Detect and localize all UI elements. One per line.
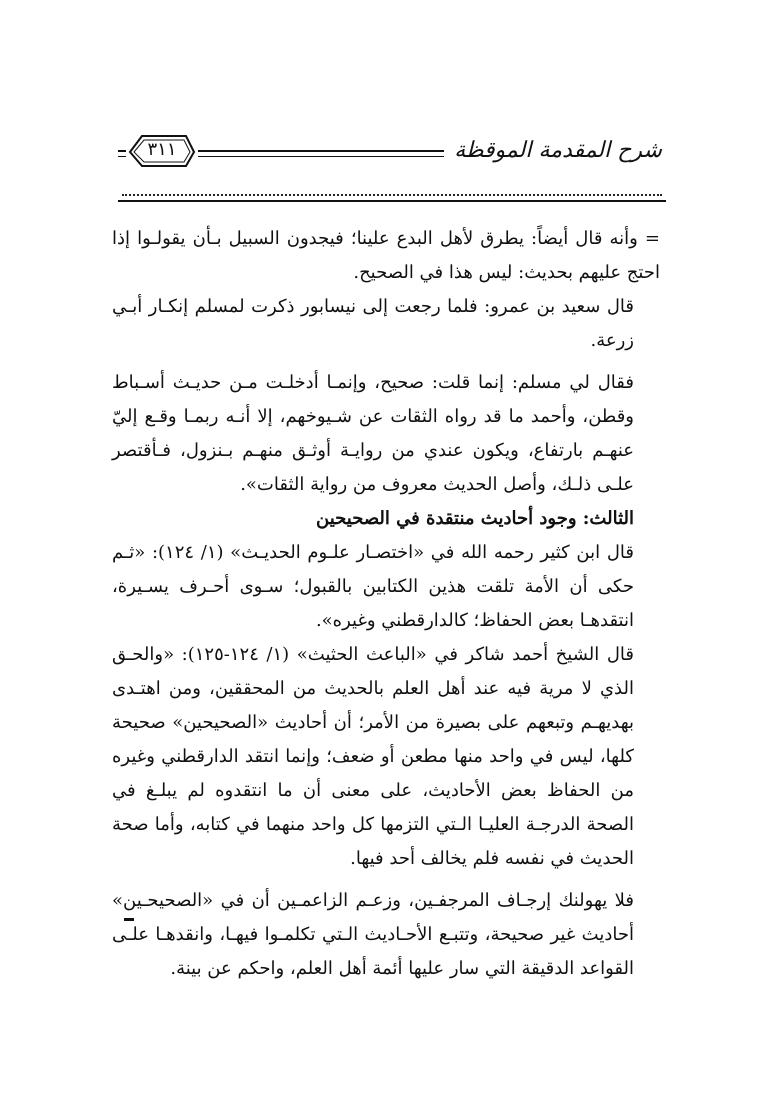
end-mark [124,918,134,921]
paragraph-conclusion: فلا يهولنك إرجـاف المرجفـين، وزعـم الزاعمـين أن في «الصحيحـين» أحاديث غير صحيحة، وتتبـع الأحـاديث الـتي تكلمـوا فيهـا، وانقدهـا علـى القواعد الدقيقة التي سار عليها أئمة أهل العلم، واحكم عن بينة. [112,890,634,979]
page-body [112,222,660,986]
paragraph-muslim-reply: فقال لي مسلم: إنما قلت: صحيح، وإنمـا أدخلـت مـن حديـث أسـباط وقطن، وأحمد ما قد رواه الثقات عن شـيوخهم، إلا أنـه ربمـا وقـع إليّ عنهـم بارتفاع، ويكون عندي من روايـة أوثـق منهـم بـنزول، فـأقتصر علـى ذلـك، وأصل الحديث معروف من رواية الثقات». [112,372,634,495]
header-bottom-rule [118,200,666,202]
page-number-frame [126,132,198,168]
page-number: ٣١١ [147,139,177,160]
section-heading: الثالث: وجود أحاديث منتقدة في الصحيحين [316,508,634,529]
paragraph-ibn-kathir: قال ابن كثير رحمه الله في «اختصـار علـوم الحديـث» (١/ ١٢٤): «ثـم حكى أن الأمة تلقت هذين الكتابين بالقبول؛ سـوى أحـرف يسـيرة، انتقدهـا بعض الحفاظ؛ كالدارقطني وغيره». [112,542,634,631]
paragraph-continuation: = وأنه قال أيضاً: يطرق لأهل البدع علينا؛ فيجدون السبيل بـأن يقولـوا إذا احتج عليهم بحديث: ليس هذا في الصحيح. [112,228,660,283]
page-header [118,130,666,190]
running-title: شرح المقدمة الموقظة [444,136,666,166]
paragraph-said-ibn-amr: قال سعيد بن عمرو: فلما رجعت إلى نيسابور ذكرت لمسلم إنكـار أبـي زرعة. [112,296,634,351]
dotted-separator [122,186,662,196]
paragraph-ahmad-shakir: قال الشيخ أحمد شاكر في «الباعث الحثيث» (١/ ١٢٤-١٢٥): «والحـق الذي لا مرية فيه عند أهل العلم بالحديث من المحققين، ومن اهتـدى بهديهـم وتبعهم على بصيرة من الأمر؛ أن أحاديث «الصحيحين» صحيحة كلها، ليس في واحد منها مطعن أو ضعف؛ وإنما انتقد الدارقطني وغيره من الحفاظ بعض الأحاديث، على معنى أن ما انتقدوه لم يبلـغ في الصحة الدرجـة العليـا الـتي التزمها كل واحد منهما في كتابه، وأما صحة الحديث في نفسه فلم يخالف أحد فيها. [112,644,634,869]
